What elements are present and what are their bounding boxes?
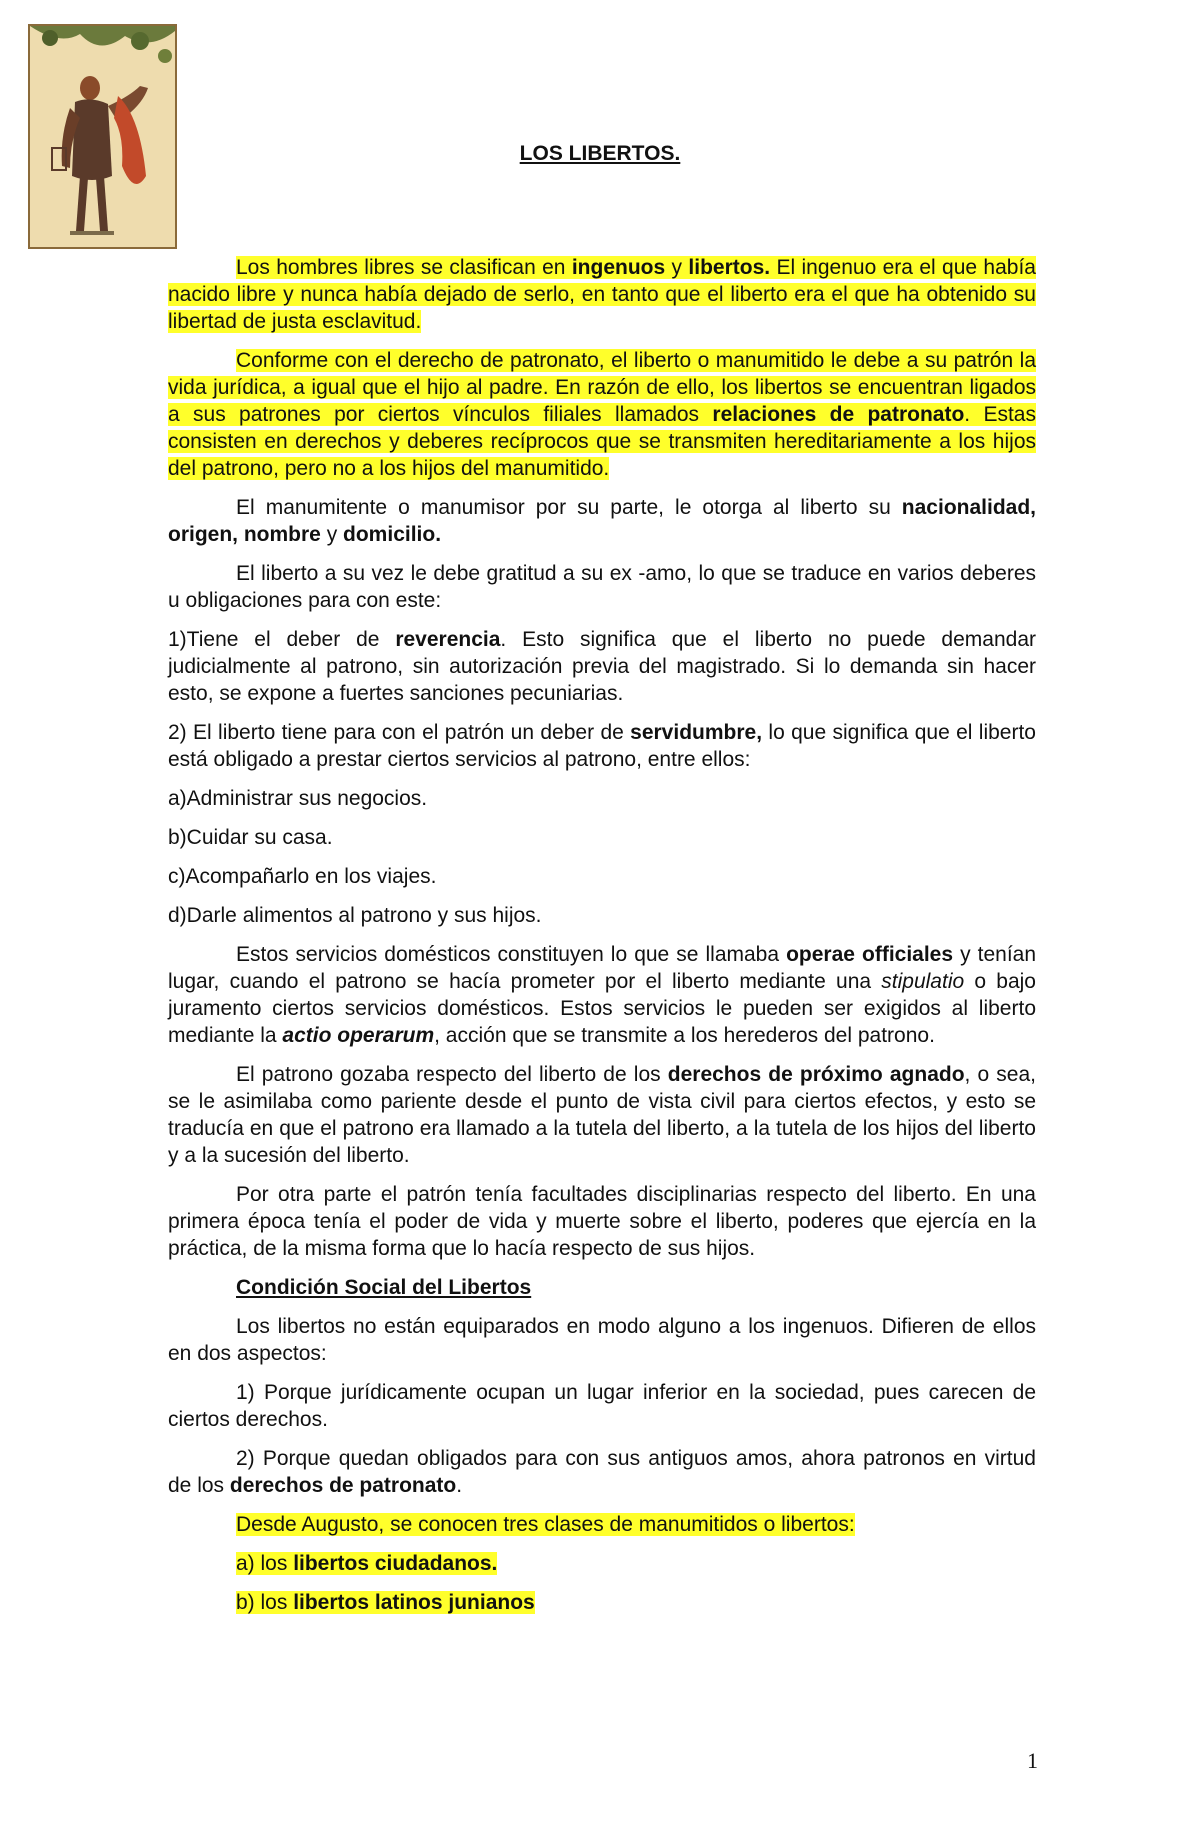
paragraph-13: Desde Augusto, se conocen tres clases de manumitidos o libertos: (236, 1513, 855, 1536)
paragraph-5: 1)Tiene el deber de reverencia. Esto significa que el liberto no puede demandar judicialmente al patrono, sin autorización previa del magistrado. Si lo demanda sin hacer esto, se expone a fuertes sanciones pecuniarias. (168, 628, 1036, 705)
list-item: d)Darle alimentos al patrono y sus hijos. (168, 904, 542, 927)
paragraph-3: El manumitente o manumisor por su parte, le otorga al liberto su nacionalidad, origen, nombre y domicilio. (168, 496, 1036, 546)
roman-freedman-illustration (28, 24, 177, 249)
list-item: b)Cuidar su casa. (168, 826, 333, 849)
fresco-figure-icon (30, 26, 175, 247)
section-heading: Condición Social del Libertos (236, 1276, 532, 1299)
paragraph-2: Conforme con el derecho de patronato, el liberto o manumitido le debe a su patrón la vida jurídica, a igual que el hijo al padre. En razón de ello, los libertos se encuentran ligados a sus patrones por ciertos vínculos filiales llamados relaciones de patronato. Estas consisten en derechos y deberes recíprocos que se transmiten hereditariamente a los hijos del patrono, pero no a los hijos del manumitido. (168, 349, 1036, 480)
paragraph-11: 1) Porque jurídicamente ocupan un lugar inferior en la sociedad, pues carecen de ciertos derechos. (168, 1381, 1036, 1431)
paragraph-12: 2) Porque quedan obligados para con sus antiguos amos, ahora patronos en virtud de los derechos de patronato. (168, 1447, 1036, 1497)
page-number: 1 (1027, 1748, 1038, 1773)
paragraph-15: b) los libertos latinos junianos (236, 1591, 535, 1614)
paragraph-14: a) los libertos ciudadanos. (236, 1552, 498, 1575)
paragraph-9: Por otra parte el patrón tenía facultades disciplinarias respecto del liberto. En una primera época tenía el poder de vida y muerte sobre el liberto, poderes que ejercía en la práctica, de la misma forma que lo hacía respecto de sus hijos. (168, 1183, 1036, 1260)
paragraph-8: El patrono gozaba respecto del liberto de los derechos de próximo agnado, o sea, se le asimilaba como pariente desde el punto de vista civil para ciertos efectos, y esto se traducía en que el patrono era llamado a la tutela del liberto, a la tutela de los hijos del liberto y a la sucesión del liberto. (168, 1063, 1036, 1167)
paragraph-6: 2) El liberto tiene para con el patrón un deber de servidumbre, lo que significa que el liberto está obligado a prestar ciertos servicios al patrono, entre ellos: (168, 721, 1036, 771)
paragraph-4: El liberto a su vez le debe gratitud a su ex -amo, lo que se traduce en varios deberes u obligaciones para con este: (168, 562, 1036, 612)
paragraph-1: Los hombres libres se clasifican en ingenuos y libertos. El ingenuo era el que había nacido libre y nunca había dejado de serlo, en tanto que el liberto era el que ha obtenido su libertad de justa esclavitud. (168, 256, 1036, 333)
list-item: a)Administrar sus negocios. (168, 787, 428, 810)
paragraph-10: Los libertos no están equiparados en modo alguno a los ingenuos. Difieren de ellos en dos aspectos: (168, 1315, 1036, 1365)
document-body (168, 254, 1036, 1628)
paragraph-7: Estos servicios domésticos constituyen lo que se llamaba operae officiales y tenían lugar, cuando el patrono se hacía prometer por el liberto mediante una stipulatio o bajo juramento ciertos servicios domésticos. Estos servicios le pueden ser exigidos al liberto mediante la actio operarum, acción que se transmite a los herederos del patrono. (168, 943, 1037, 1047)
list-item: c)Acompañarlo en los viajes. (168, 865, 437, 888)
document-title: LOS LIBERTOS. (519, 142, 681, 165)
